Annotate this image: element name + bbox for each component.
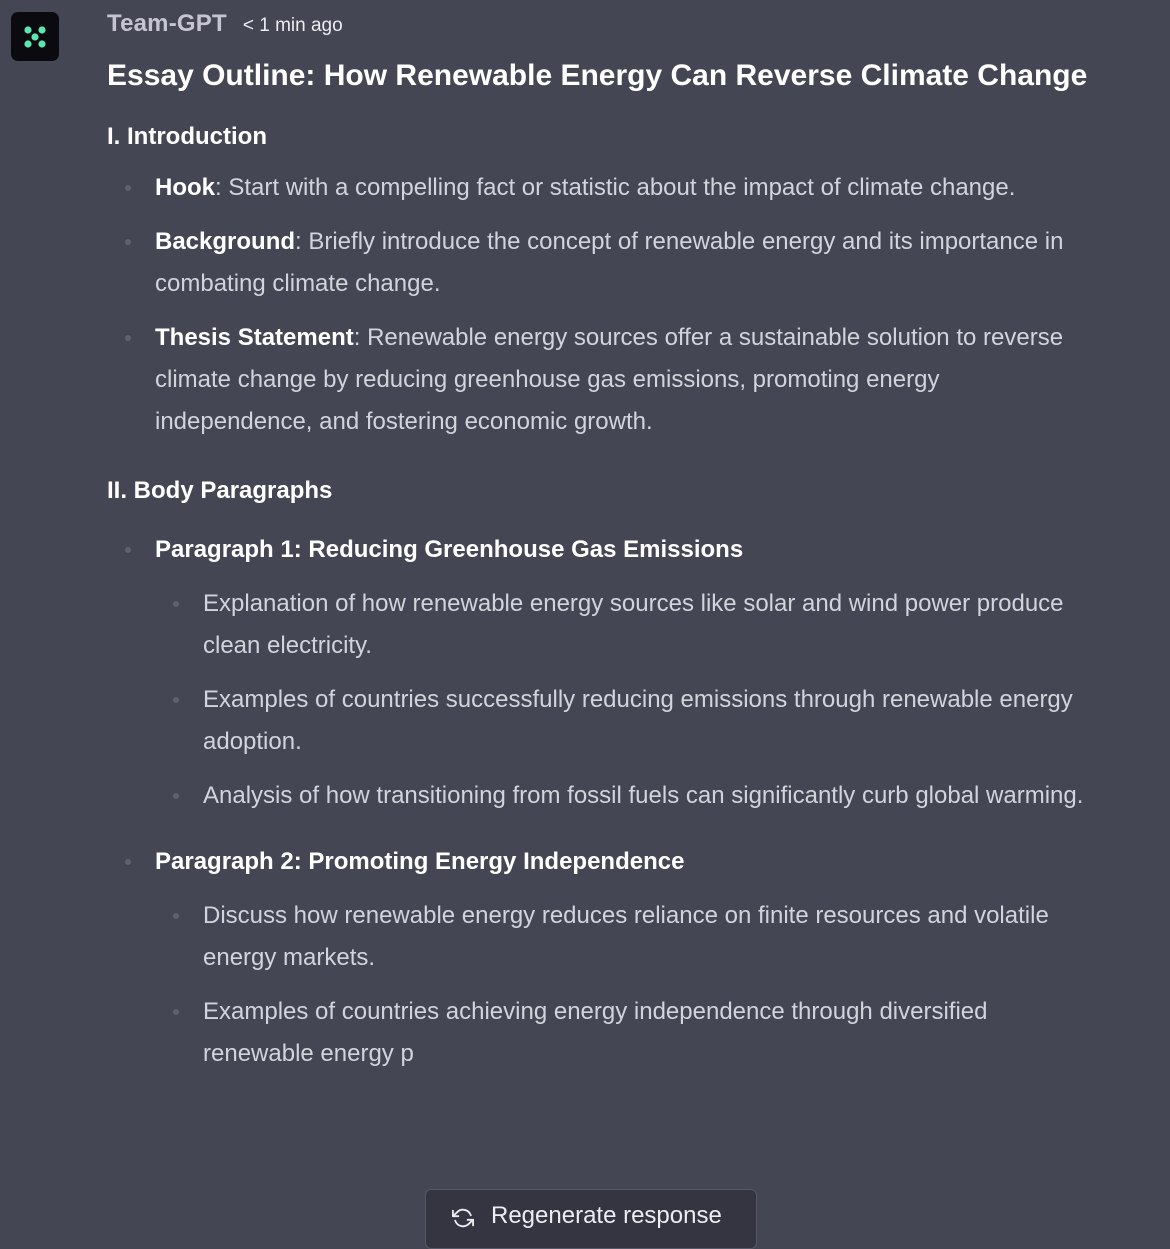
avatar xyxy=(11,12,59,61)
list-item-term: Background xyxy=(155,228,296,255)
regenerate-response-label: Regenerate response xyxy=(491,1202,722,1229)
section-heading-introduction: I. Introduction xyxy=(107,123,267,150)
list-item xyxy=(155,221,1097,305)
paragraph-title: Paragraph 2: Promoting Energy Independence xyxy=(155,848,685,875)
team-gpt-logo-icon xyxy=(11,12,59,61)
list-item-text: : Start with a compelling fact or statistic about the impact of climate change. xyxy=(215,174,1016,201)
list-item: Examples of countries achieving energy independence through diversified renewable energy p xyxy=(203,991,1097,1075)
regenerate-response-button[interactable] xyxy=(425,1189,757,1249)
list-item xyxy=(155,317,1097,443)
body-paragraph-list xyxy=(107,529,1097,1075)
section-heading-body: II. Body Paragraphs xyxy=(107,477,333,504)
list-item-text: : Renewable energy sources offer a sustainable solution to reverse climate change by reducing greenhouse gas emissions, promoting energy independence, and fostering economic growth. xyxy=(155,324,1064,435)
refresh-arrows-icon xyxy=(452,1207,474,1229)
list-item: Discuss how renewable energy reduces reliance on finite resources and volatile energy markets. xyxy=(203,895,1097,979)
list-item: Analysis of how transitioning from fossil fuels can significantly curb global warming. xyxy=(203,775,1097,817)
paragraph-points xyxy=(155,895,1097,1075)
message-content xyxy=(107,52,1097,1075)
paragraph-points xyxy=(155,583,1097,817)
introduction-list xyxy=(107,167,1097,443)
paragraph-item xyxy=(155,841,1097,1075)
message-header xyxy=(107,10,343,42)
list-item xyxy=(155,167,1097,209)
sender-name: Team-GPT xyxy=(107,10,227,37)
list-item: Explanation of how renewable energy sources like solar and wind power produce clean electricity. xyxy=(203,583,1097,667)
list-item-text: : Briefly introduce the concept of renewable energy and its importance in combating climate change. xyxy=(155,228,1064,297)
paragraph-title: Paragraph 1: Reducing Greenhouse Gas Emissions xyxy=(155,536,744,563)
paragraph-item xyxy=(155,529,1097,817)
list-item-term: Hook xyxy=(155,174,215,201)
list-item-term: Thesis Statement xyxy=(155,324,354,351)
outline-title: Essay Outline: How Renewable Energy Can Reverse Climate Change xyxy=(107,59,1088,92)
list-item: Examples of countries successfully reducing emissions through renewable energy adoption. xyxy=(203,679,1097,763)
message-timestamp: < 1 min ago xyxy=(242,15,343,36)
